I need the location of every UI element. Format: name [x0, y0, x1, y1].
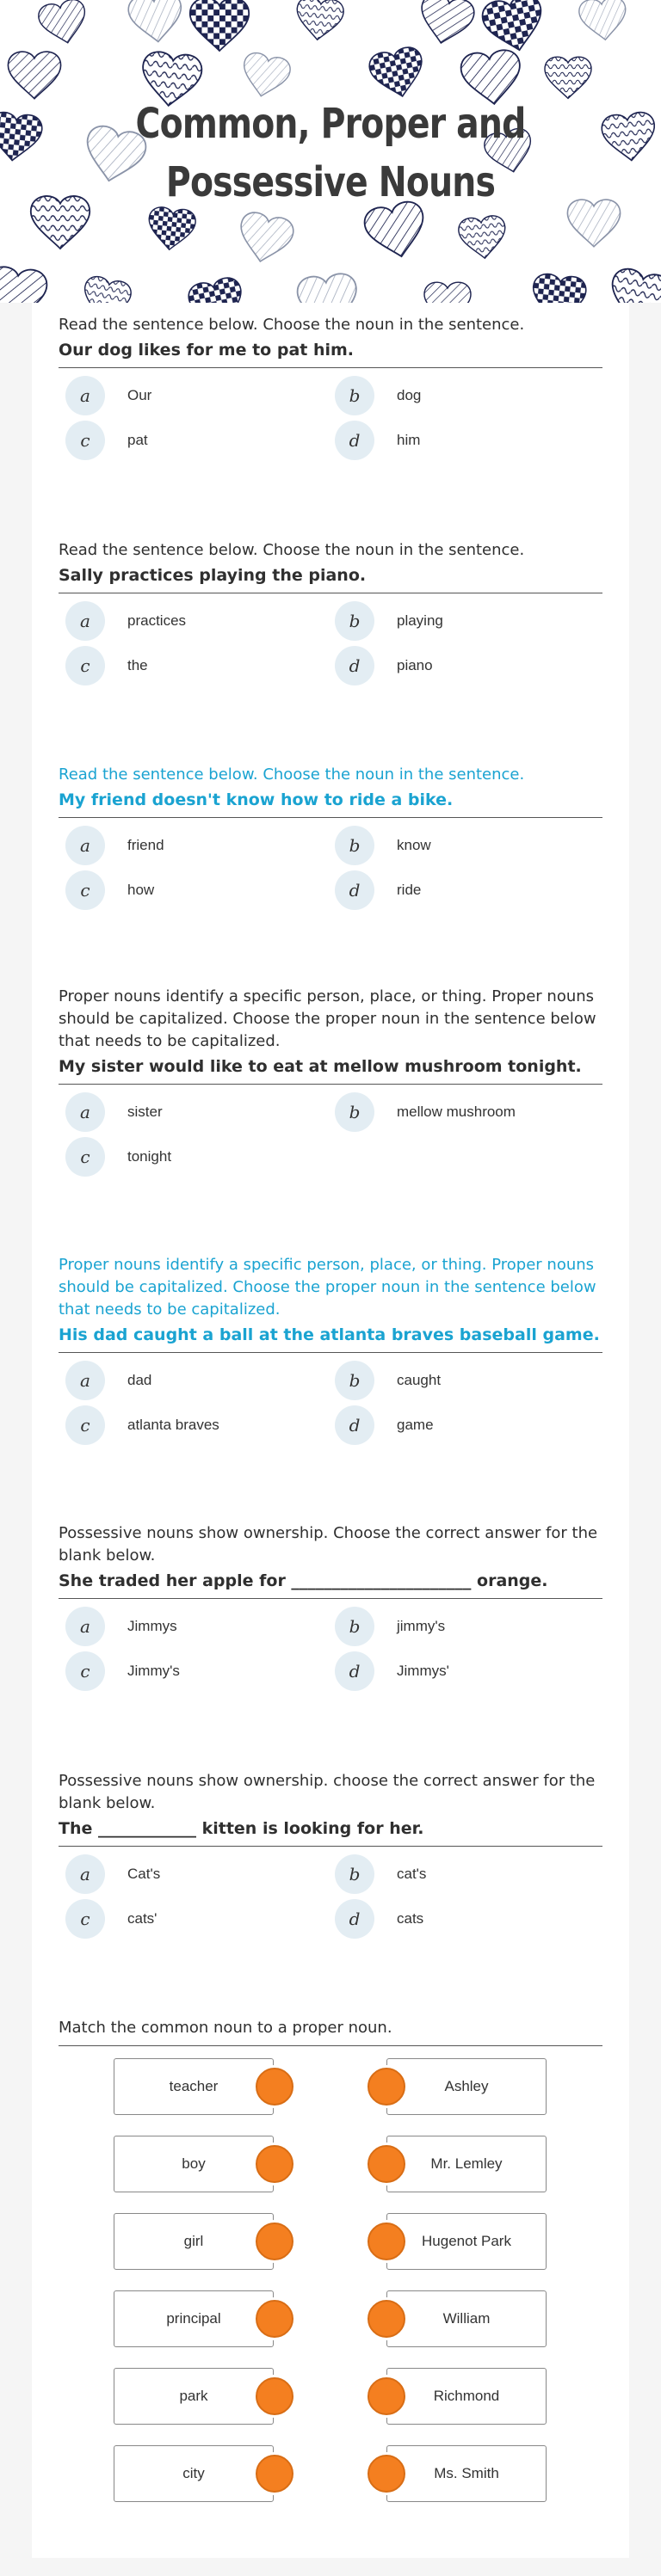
match-connector-dot[interactable]: [368, 2377, 405, 2415]
choice-letter-badge: b: [335, 1361, 374, 1400]
heart-decoration: [605, 266, 661, 303]
heart-decoration: [190, 0, 249, 51]
choice-letter-badge: d: [335, 1405, 374, 1445]
match-prompt: Match the common noun to a proper noun.: [59, 2016, 602, 2046]
answer-choice-d[interactable]: [328, 645, 586, 686]
question-sentence: My friend doesn't know how to ride a bike.: [59, 788, 602, 818]
heart-decoration: [36, 0, 90, 47]
heart-decoration: [127, 0, 185, 45]
question-sentence: Our dog likes for me to pat him.: [59, 338, 602, 368]
answer-choice-c[interactable]: [59, 1898, 317, 1940]
match-connector-dot[interactable]: [256, 2455, 293, 2493]
match-connector-dot[interactable]: [256, 2377, 293, 2415]
choice-letter-badge: a: [65, 826, 105, 865]
question-prompt: Possessive nouns show ownership. Choose the correct answer for the blank below.: [59, 1524, 598, 1565]
choice-label: practices: [127, 612, 187, 629]
choice-letter-badge: b: [335, 1607, 374, 1646]
question-prompt: Proper nouns identify a specific person, place, or thing. Proper nouns should be capitalized. Choose the proper noun in the sentence below that needs to be capitalized.: [59, 987, 596, 1050]
choice-letter-badge: c: [65, 1137, 105, 1177]
answer-choice-a[interactable]: [59, 600, 317, 642]
answer-choice-b[interactable]: [328, 825, 586, 866]
choice-label: Our: [127, 387, 152, 403]
choice-letter-badge: d: [335, 1651, 374, 1691]
heart-decoration: [146, 206, 197, 252]
match-connector-dot[interactable]: [368, 2222, 405, 2260]
heart-decoration: [545, 57, 591, 98]
answer-choice-b[interactable]: [328, 1360, 586, 1401]
match-connector-dot[interactable]: [368, 2300, 405, 2338]
heart-decoration: [601, 111, 658, 163]
heart-decoration: [367, 45, 428, 101]
match-connector-dot[interactable]: [256, 2068, 293, 2106]
choice-letter-badge: d: [335, 870, 374, 910]
answer-choice-d[interactable]: [328, 1898, 586, 1940]
choice-letter-badge: c: [65, 421, 105, 460]
answer-choice-c[interactable]: [59, 645, 317, 686]
match-right-item[interactable]: Ms. Smith: [386, 2445, 547, 2502]
answer-choice-b[interactable]: [328, 1854, 586, 1895]
choice-label: mellow mushroom: [397, 1104, 516, 1120]
question-block: [59, 314, 602, 464]
choice-letter-badge: c: [65, 1651, 105, 1691]
match-connector-dot[interactable]: [256, 2222, 293, 2260]
choice-label: cats: [397, 1910, 424, 1927]
answer-choice-a[interactable]: [59, 375, 317, 416]
choice-letter-badge: a: [65, 1361, 105, 1400]
answer-choices: [59, 1360, 602, 1449]
answer-choice-d[interactable]: [328, 1405, 586, 1446]
question-sentence: My sister would like to eat at mellow mushroom tonight.: [59, 1054, 602, 1085]
heart-decoration: [296, 273, 360, 303]
answer-choice-d[interactable]: [328, 420, 586, 461]
question-prompt: Read the sentence below. Choose the noun in the sentence.: [59, 765, 525, 784]
choice-label: Jimmys: [127, 1618, 177, 1634]
heart-decoration: [457, 214, 508, 261]
question-block: [59, 986, 602, 1181]
header-banner: [0, 0, 661, 303]
choice-label: game: [397, 1417, 434, 1433]
question-block: [59, 1522, 602, 1695]
choice-label: Jimmy's: [127, 1663, 180, 1679]
match-connector-dot[interactable]: [368, 2455, 405, 2493]
choice-label: piano: [397, 657, 433, 673]
choice-label: dog: [397, 387, 422, 403]
heart-decoration: [8, 52, 60, 99]
question-prompt: Read the sentence below. Choose the noun in the sentence.: [59, 316, 525, 334]
choice-label: friend: [127, 837, 164, 853]
choice-letter-badge: c: [65, 1899, 105, 1939]
heart-decoration: [0, 111, 43, 163]
answer-choice-a[interactable]: [59, 1854, 317, 1895]
answer-choices: [59, 1854, 602, 1943]
answer-choice-b[interactable]: [328, 1091, 586, 1133]
question-sentence: His dad caught a ball at the atlanta braves baseball game.: [59, 1323, 602, 1353]
choice-letter-badge: d: [335, 1899, 374, 1939]
match-right-item[interactable]: Richmond: [386, 2368, 547, 2425]
answer-choice-d[interactable]: [328, 870, 586, 911]
question-sentence: She traded her apple for ______________________ orange.: [59, 1569, 602, 1599]
match-left-item[interactable]: boy: [114, 2136, 274, 2192]
choice-letter-badge: a: [65, 601, 105, 641]
match-connector-dot[interactable]: [256, 2300, 293, 2338]
choice-label: sister: [127, 1104, 163, 1120]
choice-label: Cat's: [127, 1866, 161, 1882]
choice-label: ride: [397, 882, 422, 898]
choice-letter-badge: c: [65, 1405, 105, 1445]
choice-label: know: [397, 837, 431, 853]
choice-letter-badge: b: [335, 1092, 374, 1132]
heart-decoration: [238, 51, 293, 101]
choice-letter-badge: d: [335, 421, 374, 460]
match-right-item[interactable]: Mr. Lemley: [386, 2136, 547, 2192]
answer-choice-b[interactable]: [328, 600, 586, 642]
heart-decoration: [0, 266, 48, 303]
choice-letter-badge: c: [65, 870, 105, 910]
choice-letter-badge: d: [335, 646, 374, 685]
choice-label: him: [397, 432, 421, 448]
choice-label: dad: [127, 1372, 152, 1388]
page-title: Common, Proper and Possessive Nouns: [135, 100, 526, 206]
answer-choice-a[interactable]: [59, 825, 317, 866]
match-right-item[interactable]: Hugenot Park: [386, 2213, 547, 2270]
choice-label: pat: [127, 432, 148, 448]
choice-label: atlanta braves: [127, 1417, 219, 1433]
choice-letter-badge: c: [65, 646, 105, 685]
match-connector-dot[interactable]: [368, 2145, 405, 2183]
choice-letter-badge: a: [65, 1092, 105, 1132]
choice-label: cat's: [397, 1866, 427, 1882]
choice-letter-badge: a: [65, 1607, 105, 1646]
answer-choice-b[interactable]: [328, 1606, 586, 1647]
heart-decoration: [578, 0, 628, 42]
answer-choices: [59, 1091, 602, 1181]
answer-choices: [59, 825, 602, 914]
choice-letter-badge: a: [65, 376, 105, 415]
question-sentence: The ____________ kitten is looking for her.: [59, 1817, 602, 1847]
answer-choice-a[interactable]: [59, 1606, 317, 1647]
heart-decoration: [294, 0, 345, 42]
match-connector-dot[interactable]: [368, 2068, 405, 2106]
question-prompt: Read the sentence below. Choose the noun in the sentence.: [59, 541, 525, 559]
question-block: [59, 1770, 602, 1943]
match-left-item[interactable]: principal: [114, 2290, 274, 2347]
answer-choice-c[interactable]: [59, 1405, 317, 1446]
match-left-item[interactable]: teacher: [114, 2058, 274, 2115]
heart-decoration: [530, 273, 588, 303]
question-sentence: Sally practices playing the piano.: [59, 563, 602, 593]
choice-label: tonight: [127, 1148, 172, 1165]
match-right-item[interactable]: Ashley: [386, 2058, 547, 2115]
answer-choice-b[interactable]: [328, 375, 586, 416]
heart-decoration: [424, 282, 471, 303]
answer-choice-c[interactable]: [59, 420, 317, 461]
match-left-item[interactable]: girl: [114, 2213, 274, 2270]
answer-choices: [59, 1606, 602, 1695]
answer-choices: [59, 600, 602, 690]
answer-choice-a[interactable]: [59, 1091, 317, 1133]
choice-label: the: [127, 657, 148, 673]
heart-decoration: [186, 275, 247, 303]
choice-letter-badge: b: [335, 826, 374, 865]
answer-choice-c[interactable]: [59, 870, 317, 911]
match-left-item[interactable]: city: [114, 2445, 274, 2502]
answer-choice-c[interactable]: [59, 1651, 317, 1692]
choice-label: caught: [397, 1372, 442, 1388]
choice-label: how: [127, 882, 155, 898]
question-block: [59, 764, 602, 914]
match-left-item[interactable]: park: [114, 2368, 274, 2425]
choice-label: cats': [127, 1910, 158, 1927]
heart-decoration: [234, 210, 295, 267]
heart-decoration: [479, 0, 548, 56]
question-block: [59, 539, 602, 690]
choice-letter-badge: a: [65, 1854, 105, 1894]
answer-choice-d[interactable]: [328, 1651, 586, 1692]
choice-letter-badge: b: [335, 376, 374, 415]
question-prompt: Proper nouns identify a specific person, place, or thing. Proper nouns should be capitalized. Choose the proper noun in the sentence below that needs to be capitalized.: [59, 1256, 596, 1319]
heart-decoration: [415, 0, 476, 48]
match-connector-dot[interactable]: [256, 2145, 293, 2183]
question-prompt: Possessive nouns show ownership. choose the correct answer for the blank below.: [59, 1772, 596, 1812]
answer-choice-c[interactable]: [59, 1136, 317, 1177]
match-right-item[interactable]: William: [386, 2290, 547, 2347]
choice-label: jimmy's: [397, 1618, 446, 1634]
choice-label: playing: [397, 612, 443, 629]
choice-letter-badge: b: [335, 1854, 374, 1894]
match-header: [59, 2014, 602, 2046]
choice-letter-badge: b: [335, 601, 374, 641]
choice-label: Jimmys': [397, 1663, 449, 1679]
question-block: [59, 1254, 602, 1449]
answer-choice-a[interactable]: [59, 1360, 317, 1401]
answer-choices: [59, 375, 602, 464]
heart-decoration: [79, 274, 133, 303]
